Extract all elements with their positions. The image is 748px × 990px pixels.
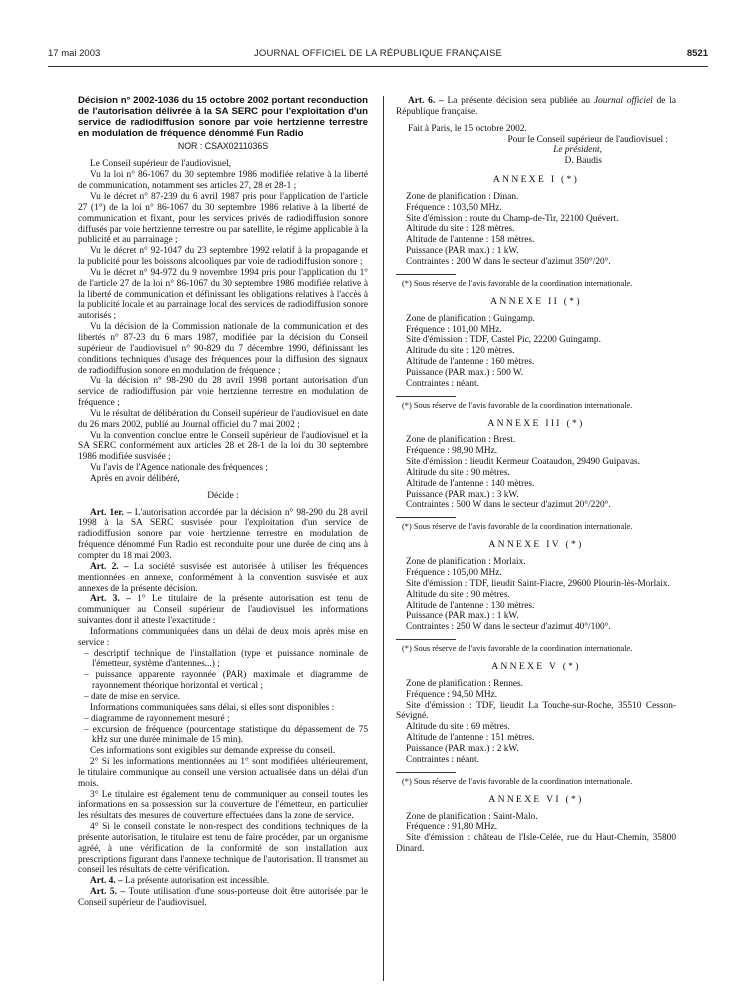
- visa-paragraph: Le Conseil supérieur de l'audiovisuel,: [90, 159, 232, 170]
- article-6-label: Art. 6. –: [408, 96, 444, 106]
- annexe-line: Site d'émission : TDF, lieudit Saint-Fiacre, 29600 Plourin-lès-Morlaix.: [406, 578, 670, 589]
- left-column: [78, 96, 368, 909]
- visa-paragraph: Vu la décision de la Commission nationale de la communication et des libertés n° 87-23 du 6 mars 1987, modifiée par la décision du Conseil supérieur de l'audiovisuel n° 90-829 du 7 décembre 1990, définissant les conditions techniques d'usage des fréquences pour la diffusion des signaux de radiodiffusion sonore en modulation de fréquence ;: [78, 322, 368, 376]
- annexe-line: Zone de planification : Saint-Malo.: [406, 811, 538, 822]
- header-journal-title: JOURNAL OFFICIEL DE LA RÉPUBLIQUE FRANÇAISE: [253, 48, 503, 59]
- annexe-line: Contraintes : 200 W dans le secteur d'azimut 350°/20°.: [406, 256, 611, 267]
- article-2-text: La société susvisée est autorisée à utiliser les fréquences mentionnées en annexe, conformément à la convention susvisée et aux annexes de la présente décision.: [78, 561, 368, 594]
- annexe-line: Altitude du site : 128 mètres.: [406, 224, 515, 235]
- annexe-line: Altitude de l'antenne : 158 mètres.: [406, 235, 535, 246]
- article-1-text: L'autorisation accordée par la décision n° 98-290 du 28 avril 1998 à la SA SERC susvisée pour l'exploitation d'un service de radiodiffusion sonore par voie hertzienne terrestre en modulation de fréquence dénommé Fun Radio est reconduite pour une durée de cinq ans à compter du 18 mai 2003.: [78, 507, 368, 561]
- header-rule: [48, 66, 708, 67]
- annexe-line: Puissance (PAR max.) : 3 kW.: [406, 489, 519, 500]
- annexe-line: Site d'émission : TDF, Castel Pic, 22200 Guingamp.: [406, 335, 601, 346]
- visa-paragraph: Vu la décision n° 98-290 du 28 avril 1998 portant autorisation d'un service de radiodiffusion par voie hertzienne terrestre en modulation de fréquence ;: [78, 376, 368, 409]
- annexe-line: Zone de planification : Dinan.: [406, 191, 519, 202]
- annexe-line: Fréquence : 103,50 MHz.: [406, 202, 502, 213]
- annexe-line: Fréquence : 91,80 MHz.: [406, 822, 498, 833]
- article-2: [78, 562, 368, 595]
- annexe-title: ANNEXE II (*): [490, 295, 582, 307]
- annexe-line: Contraintes : 500 W dans le secteur d'azimut 20°/220°.: [406, 500, 611, 511]
- annexe-line: Zone de planification : Rennes.: [406, 678, 524, 689]
- footnote: (*) Sous réserve de l'avis favorable de la coordination internationale.: [402, 278, 633, 288]
- column-divider: [383, 96, 384, 981]
- footnote-rule: [396, 517, 456, 518]
- visa-paragraph: Vu le décret n° 87-239 du 6 avril 1987 pris pour l'application de l'article 27 (1°) de la loi n° 86-1067 du 30 septembre 1986 relative à la liberté de communication et fixant, pour les services privés de radiodiffusion sonore diffusés par voie hertzienne terrestre ou par satellite, le régime applicable à la publicité et au parrainage ;: [78, 192, 368, 246]
- decide-heading: Décide :: [207, 490, 239, 501]
- annexe-line: Site d'émission : route du Champ-de-Tir, 22100 Quévert.: [406, 213, 619, 224]
- list-item: – puissance apparente rayonnée (PAR) maximale et diagramme de rayonnement théorique horizontal et vertical ;: [84, 670, 368, 692]
- footnote-rule: [396, 639, 456, 640]
- article-5-text: Toute utilisation d'une sous-porteuse doit être autorisée par le Conseil supérieur de l'audiovisuel.: [78, 887, 368, 908]
- annexe-line: Site d'émission : château de l'Isle-Celée, rue du Haut-Chemin, 35800 Dinard.: [396, 833, 676, 855]
- annexe-line: Puissance (PAR max.) : 1 kW.: [406, 246, 519, 257]
- header-date: 17 mai 2003: [48, 48, 101, 59]
- nor-reference: NOR : CSAX0211036S: [177, 140, 269, 151]
- article-3-paragraph: Ces informations sont exigibles sur demande expresse du conseil.: [90, 746, 336, 757]
- article-6-journal: Journal officiel: [593, 96, 653, 106]
- annexe-line: Altitude du site : 69 mètres.: [406, 722, 510, 733]
- signature-role: Le président,: [553, 145, 602, 156]
- signature-for: Pour le Conseil supérieur de l'audiovisuel :: [507, 134, 668, 145]
- annexe-line: Altitude du site : 120 mètres.: [406, 346, 515, 357]
- annexe-line: Site d'émission : lieudit Kermeur Coataudon, 29490 Guipavas.: [406, 457, 640, 468]
- annexe-line: Puissance (PAR max.) : 1 kW.: [406, 611, 519, 622]
- signature-name: D. Baudis: [564, 156, 602, 167]
- annexe-line: Altitude de l'antenne : 130 mètres.: [406, 600, 535, 611]
- article-6-text-post: de la République française.: [396, 96, 676, 117]
- article-3-label: Art. 3. –: [90, 594, 131, 605]
- annexe-line: Fréquence : 98,90 MHz.: [406, 446, 498, 457]
- footnote: (*) Sous réserve de l'avis favorable de la coordination internationale.: [402, 400, 633, 410]
- article-5-label: Art. 5. –: [90, 887, 126, 898]
- right-column: [396, 96, 676, 855]
- footnote: (*) Sous réserve de l'avis favorable de la coordination internationale.: [402, 776, 633, 786]
- footnote: (*) Sous réserve de l'avis favorable de la coordination internationale.: [402, 522, 633, 532]
- article-2-label: Art. 2. –: [90, 561, 129, 572]
- article-3-paragraph: 3° Le titulaire est également tenu de communiquer au conseil toutes les informations en sa possession sur la couverture de l'émetteur, en particulier les résultats des mesures de couverture effectuées dans la zone de service.: [78, 789, 368, 822]
- annexe-line: Zone de planification : Brest.: [406, 435, 516, 446]
- visa-paragraph: Vu la convention conclue entre le Conseil supérieur de l'audiovisuel et la SA SERC conformément aux articles 28 et 28-1 de la loi du 30 septembre 1986 modifiée susvisée ;: [78, 430, 368, 463]
- footnote: (*) Sous réserve de l'avis favorable de la coordination internationale.: [402, 644, 633, 654]
- article-1-label: Art. 1er. –: [90, 507, 132, 518]
- article-4: [78, 876, 368, 887]
- article-3-text: 1° Le titulaire de la présente autorisation est tenu de communiquer au Conseil supérieur de l'audiovisuel les informations suivantes dont il atteste l'exactitude :: [78, 594, 368, 627]
- annexe-line: Altitude du site : 90 mètres.: [406, 589, 510, 600]
- article-6-text-pre: La présente décision sera publiée au: [447, 96, 594, 106]
- annexe-line: Zone de planification : Guingamp.: [406, 313, 535, 324]
- article-4-text: La présente autorisation est incessible.: [125, 876, 270, 887]
- list-item: – excursion de fréquence (pourcentage statistique du dépassement de 75 kHz sur une durée minimale de 15 min).: [84, 724, 368, 746]
- article-1: [78, 508, 368, 562]
- annexe-line: Site d'émission : TDF, lieudit La Touche-sur-Roche, 35510 Cesson-Sévigné.: [396, 700, 676, 722]
- fait-a-paris: Fait à Paris, le 15 octobre 2002.: [408, 123, 527, 134]
- article-3-paragraph: 4° Si le conseil constate le non-respect des conditions techniques de la présente autorisation, le titulaire est tenu de faire procéder, par un organisme agréé, à une vérification de la conformité de son installation aux prescriptions figurant dans l'annexe technique de l'autorisation. Il transmet au conseil les résultats de cette vérification.: [78, 822, 368, 876]
- list-item: – date de mise en service.: [84, 691, 180, 702]
- info-no-delay: Informations communiquées sans délai, si elles sont disponibles :: [90, 702, 335, 713]
- annexe-line: Altitude de l'antenne : 160 mètres.: [406, 357, 535, 368]
- annexe-title: ANNEXE III (*): [487, 417, 585, 429]
- annexe-line: Puissance (PAR max.) : 2 kW.: [406, 743, 519, 754]
- article-4-label: Art. 4. –: [90, 876, 123, 887]
- annexe-line: Fréquence : 94,50 MHz.: [406, 689, 498, 700]
- annexe-line: Contraintes : néant.: [406, 754, 479, 765]
- visa-paragraph: Vu l'avis de l'Agence nationale des fréquences ;: [90, 463, 268, 474]
- list-item: – descriptif technique de l'installation (type et puissance nominale de l'émetteur, système d'antennes...) ;: [84, 648, 368, 670]
- footnote-rule: [396, 274, 456, 275]
- header-page-number: 8521: [686, 48, 708, 59]
- page-header: [48, 48, 708, 64]
- visa-paragraph: Vu le décret n° 94-972 du 9 novembre 1994 pris pour l'application du 1° de l'article 27 de la loi n° 86-1067 du 30 septembre 1986 modifiée relative à la liberté de communication et définissant les obligations relatives à l'accès à la publicité locale et au parrainage local des services de radiodiffusion sonore autorisés ;: [78, 267, 368, 322]
- annexe-line: Fréquence : 101,00 MHz.: [406, 324, 502, 335]
- footnote-rule: [396, 772, 456, 773]
- article-3-paragraph: 2° Si les informations mentionnées au 1° sont modifiées ultérieurement, le titulaire communique au conseil une version actualisée dans un délai d'un mois.: [78, 757, 368, 789]
- annexe-line: Altitude de l'antenne : 140 mètres.: [406, 478, 535, 489]
- annexe-line: Zone de planification : Morlaix.: [406, 557, 526, 568]
- annexe-title: ANNEXE I (*): [492, 174, 580, 186]
- annexe-line: Puissance (PAR max.) : 500 W.: [406, 367, 524, 378]
- article-5: [78, 887, 368, 909]
- footnote-rule: [396, 396, 456, 397]
- annexe-line: Contraintes : néant.: [406, 378, 479, 389]
- visa-paragraph: Vu la loi n° 86-1067 du 30 septembre 1986 modifiée relative à la liberté de communication, notamment ses articles 27, 28 et 28-1 ;: [78, 170, 368, 192]
- info-two-months: Informations communiquées dans un délai de deux mois après mise en service :: [78, 626, 368, 648]
- annexe-line: Altitude du site : 90 mètres.: [406, 467, 510, 478]
- annexe-line: Altitude de l'antenne : 151 mètres.: [406, 733, 535, 744]
- list-item: – diagramme de rayonnement mesuré ;: [84, 713, 230, 724]
- decision-title: Décision n° 2002-1036 du 15 octobre 2002 portant reconduction de l'autorisation délivrée à la SA SERC pour l'exploitation d'un service de radiodiffusion sonore par voie hertzienne terrestre en modulation de fréquence dénommé Fun Radio: [78, 95, 368, 139]
- visa-paragraph: Après en avoir délibéré,: [90, 473, 180, 484]
- visa-paragraph: Vu le résultat de délibération du Conseil supérieur de l'audiovisuel en date du 26 mars 2002, publié au Journal officiel du 7 mai 2002 ;: [78, 408, 368, 430]
- visa-paragraph: Vu le décret n° 92-1047 du 23 septembre 1992 relatif à la propagande et la publicité pour les boissons alcooliques par voie de radiodiffusion sonore ;: [78, 246, 368, 268]
- annexe-title: ANNEXE VI (*): [488, 793, 584, 805]
- annexe-title: ANNEXE V (*): [491, 661, 581, 673]
- article-3: [78, 594, 368, 627]
- annexe-line: Fréquence : 105,00 MHz.: [406, 568, 502, 578]
- annexe-line: Contraintes : 250 W dans le secteur d'azimut 40°/100°.: [406, 622, 611, 633]
- article-6: [396, 96, 676, 118]
- annexe-title: ANNEXE IV (*): [488, 539, 584, 551]
